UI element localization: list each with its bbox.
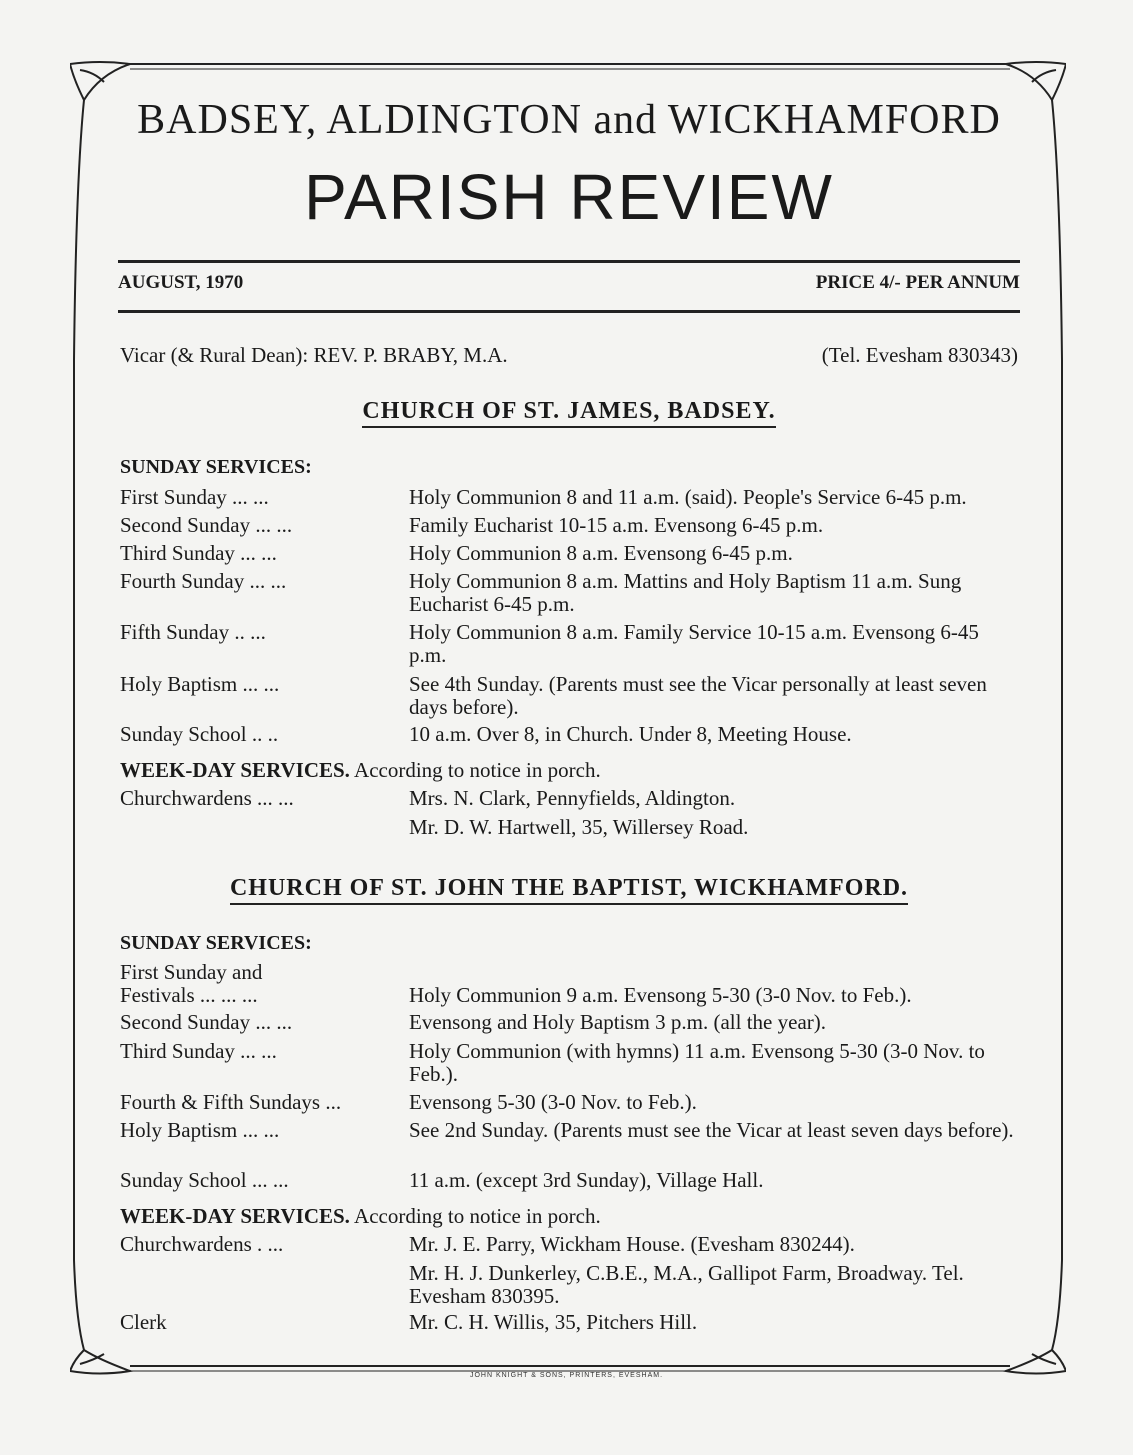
- publication-title: PARISH REVIEW: [304, 161, 834, 233]
- issue-line: [118, 272, 1020, 294]
- divider-top: [118, 260, 1020, 263]
- vicar-telephone: (Tel. Evesham 830343): [821, 343, 1018, 367]
- vicar-line: [120, 343, 1018, 368]
- vicar-name: Vicar (& Rural Dean): REV. P. BRABY, M.A.: [120, 343, 508, 367]
- issue-price: PRICE 4/- PER ANNUM: [815, 272, 1020, 293]
- divider-bottom: [118, 310, 1020, 313]
- parish-names-title: BADSEY, ALDINGTON and WICKHAMFORD: [137, 97, 1001, 143]
- badsey-sunday-heading: SUNDAY SERVICES:: [120, 456, 312, 478]
- printer-credit: JOHN KNIGHT & SONS, PRINTERS, EVESHAM.: [469, 1372, 664, 1379]
- wickhamford-weekday-services: WEEK-DAY SERVICES. According to notice in porch.: [120, 1204, 601, 1228]
- badsey-church-heading: CHURCH OF ST. JAMES, BADSEY.: [118, 398, 1020, 425]
- issue-date: AUGUST, 1970: [118, 272, 244, 293]
- wickhamford-church-heading: CHURCH OF ST. JOHN THE BAPTIST, WICKHAMFORD.: [118, 875, 1020, 902]
- badsey-weekday-services: WEEK-DAY SERVICES. According to notice in porch.: [120, 758, 601, 782]
- wickhamford-sunday-heading: SUNDAY SERVICES:: [120, 932, 312, 954]
